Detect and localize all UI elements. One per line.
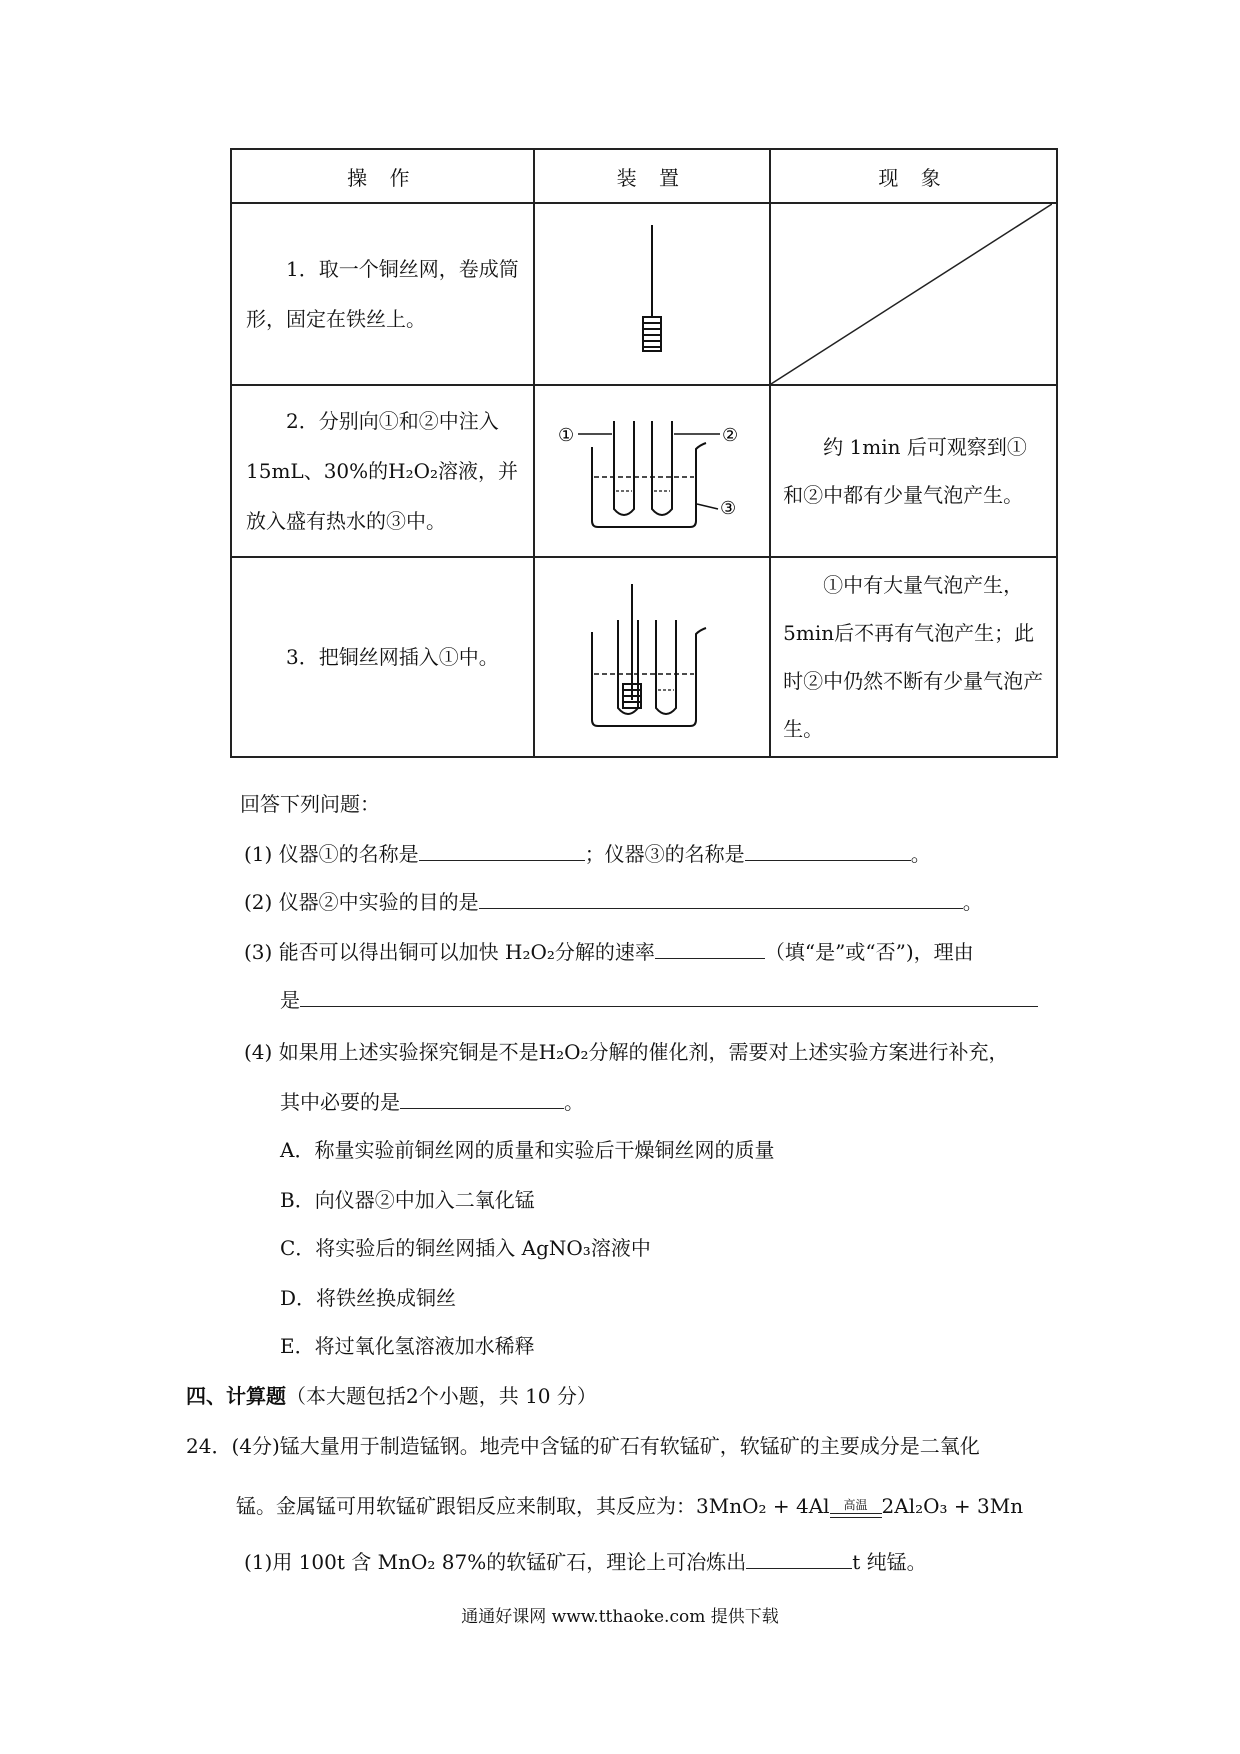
option-b: B．向仪器②中加入二氧化锰 [280,1188,535,1212]
question-text: ；仪器③的名称是 [584,842,745,866]
option-a: A．称量实验前铜丝网的质量和实验后干燥铜丝网的质量 [280,1138,775,1162]
question-text: 是 [280,988,300,1012]
operation-cell: 1．取一个铜丝网，卷成筒形，固定在铁丝上。 [231,203,534,385]
answer-intro: 回答下列问题： [240,792,380,816]
copper-mesh-in-tube-figure [552,580,752,730]
answer-blank[interactable] [419,838,585,861]
question-4-continued [280,1086,584,1115]
observation-cell: 约 1min 后可观察到①和②中都有少量气泡产生。 [770,385,1057,557]
apparatus-cell [534,557,771,757]
table-row [231,203,1057,385]
apparatus-cell [534,385,771,557]
answer-blank[interactable] [400,1086,564,1109]
reaction-condition: 高温 [843,1497,868,1512]
diagonal-slash [771,204,1052,384]
question-24-line2 [236,1490,1023,1519]
table-row [231,385,1057,557]
answer-blank[interactable] [746,1546,852,1569]
reaction-sign [830,1498,882,1518]
question-1 [244,838,931,867]
answer-blank[interactable] [479,886,963,909]
table-header-cell: 现 象 [770,149,1057,203]
question-text: (1) 仪器①的名称是 [244,842,419,866]
section-title: 四、计算题 [186,1384,286,1408]
observation-cell: ①中有大量气泡产生，5min后不再有气泡产生；此时②中仍然不断有少量气泡产生。 [770,557,1057,757]
question-text: 其中必要的是 [280,1090,400,1114]
question-text: 。 [564,1090,584,1114]
copper-mesh-on-wire-figure [622,217,682,367]
operation-cell: 3．把铜丝网插入①中。 [231,557,534,757]
section-note: （本大题包括2个小题，共 10 分） [286,1384,597,1408]
question-2 [244,886,983,915]
section-heading [186,1380,597,1409]
option-c: C．将实验后的铜丝网插入 AgNO₃溶液中 [280,1236,651,1260]
question-3-continued [280,984,1038,1013]
answer-blank[interactable] [655,936,765,959]
answer-blank[interactable] [300,984,1038,1007]
question-text: 。 [962,890,983,914]
label-two: ② [721,424,738,446]
question-text: (1)用 100t 含 MnO₂ 87%的软锰矿石，理论上可冶炼出 [244,1550,747,1574]
question-24-part1 [244,1546,927,1575]
question-text: 。 [910,842,931,866]
option-e: E．将过氧化氢溶液加水稀释 [280,1334,535,1358]
table-header-row [231,149,1057,203]
question-3 [244,936,974,965]
equation-products: 2Al₂O₃ + 3Mn [881,1494,1024,1518]
option-d: D．将铁丝换成铜丝 [280,1286,457,1310]
label-one: ① [557,424,574,446]
question-4: (4) 如果用上述实验探究铜是不是H₂O₂分解的催化剂，需要对上述实验方案进行补充， [244,1040,1009,1064]
equation-reactants: 锰。金属锰可用软锰矿跟铝反应来制取，其反应为：3MnO₂ + 4Al [236,1494,830,1518]
table-header-cell: 操 作 [231,149,534,203]
question-text: (3) 能否可以得出铜可以加快 H₂O₂分解的速率 [244,940,655,964]
question-text: t 纯锰。 [852,1550,927,1574]
table-row [231,557,1057,757]
answer-blank[interactable] [745,838,911,861]
experiment-table [230,148,1058,758]
question-24-line1: 24．(4分)锰大量用于制造锰钢。地壳中含锰的矿石有软锰矿，软锰矿的主要成分是二氧化 [186,1434,980,1458]
question-text: （填“是”或“否”)，理由 [764,940,974,964]
table-header-cell: 装 置 [534,149,771,203]
test-tubes-in-beaker-figure [552,409,752,529]
label-three: ③ [719,497,736,519]
observation-cell-empty [770,203,1057,385]
footer-source: 通通好课网 www.tthaoke.com 提供下载 [461,1607,779,1627]
operation-cell: 2．分别向①和②中注入15mL、30%的H₂O₂溶液，并放入盛有热水的③中。 [231,385,534,557]
apparatus-cell [534,203,771,385]
question-text: (2) 仪器②中实验的目的是 [244,890,479,914]
